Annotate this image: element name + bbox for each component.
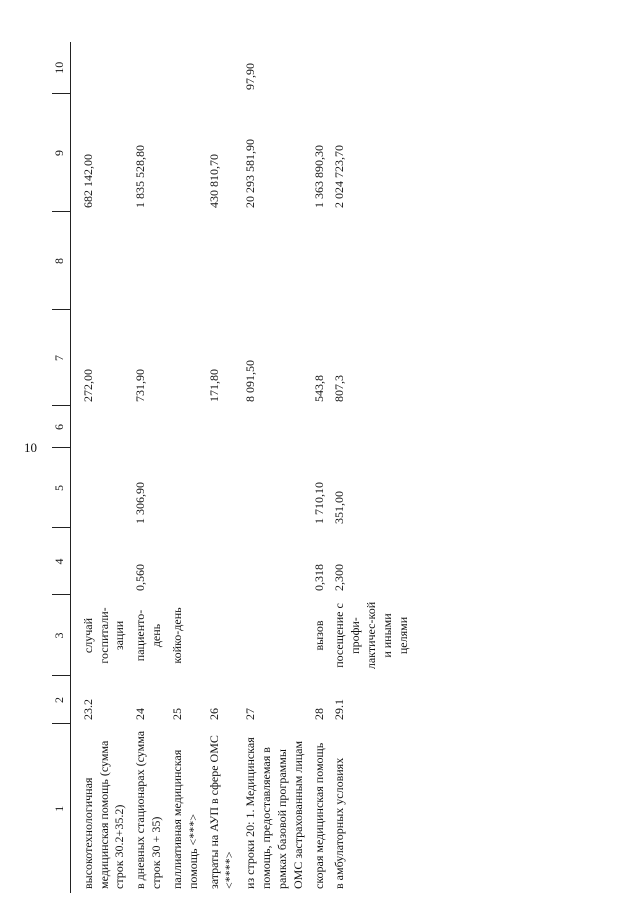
row-col6 [204, 406, 241, 448]
row-unit: посещение с профи-лактичес-кой и иными целями [332, 601, 410, 670]
row-col7: 8 091,50 [243, 360, 258, 402]
column-number: 6 [52, 406, 70, 448]
row-col9: 20 293 581,90 [243, 139, 258, 208]
row-col8 [329, 212, 413, 310]
row-unit: вызов [311, 620, 326, 651]
row-col6 [329, 406, 413, 448]
row-col7: 272,00 [80, 369, 95, 402]
row-name: затраты на АУП в сфере ОМС <****> [206, 735, 237, 889]
row-col7: 807,3 [332, 375, 347, 402]
row-col4: 0,318 [311, 564, 326, 591]
page-number: 10 [24, 440, 37, 455]
row-col10 [309, 42, 330, 94]
row-line-number: 29.1 [332, 699, 347, 720]
row-col9: 1 363 890,30 [311, 145, 326, 208]
row-line-number: 25 [169, 708, 184, 720]
table-row [70, 42, 130, 893]
row-col10 [329, 42, 413, 94]
row-col9: 1 835 528,80 [133, 145, 148, 208]
table-row [240, 42, 308, 893]
column-number-row [52, 42, 70, 893]
row-name: в амбулаторных условиях [332, 757, 347, 889]
row-line-number: 27 [243, 708, 258, 720]
row-col7 [167, 310, 204, 406]
row-name: в дневных стационарах (сумма строк 30 + 35) [133, 730, 164, 889]
column-number: 3 [52, 595, 70, 676]
row-unit [240, 595, 308, 676]
row-col9: 682 142,00 [80, 154, 95, 208]
row-col10 [204, 42, 241, 94]
row-col4: 0,560 [133, 564, 148, 591]
row-col6 [167, 406, 204, 448]
table-row [329, 42, 413, 893]
row-col8 [167, 212, 204, 310]
row-col5 [240, 448, 308, 528]
row-col5: 1 306,90 [133, 482, 148, 524]
column-number: 1 [52, 724, 70, 893]
row-col6 [130, 406, 167, 448]
row-col8 [70, 212, 130, 310]
row-col10 [167, 42, 204, 94]
row-col6 [70, 406, 130, 448]
row-col7: 543,8 [311, 375, 326, 402]
row-col4 [204, 528, 241, 595]
row-col10 [70, 42, 130, 94]
row-col7: 171,80 [206, 369, 221, 402]
row-col10: 97,90 [243, 63, 258, 90]
row-col8 [309, 212, 330, 310]
column-number: 7 [52, 310, 70, 406]
row-line-number: 23.2 [80, 699, 95, 720]
row-line-number: 28 [311, 708, 326, 720]
row-col8 [240, 212, 308, 310]
row-col6 [240, 406, 308, 448]
row-col8 [130, 212, 167, 310]
row-col4 [240, 528, 308, 595]
table-row [167, 42, 204, 893]
row-col5 [70, 448, 130, 528]
column-number: 4 [52, 528, 70, 595]
row-col5: 351,00 [332, 491, 347, 524]
row-line-number: 24 [133, 708, 148, 720]
row-name: скорая медицинская помощь [311, 742, 326, 889]
row-col5 [204, 448, 241, 528]
row-line-number: 26 [206, 708, 221, 720]
row-col9: 2 024 723,70 [332, 145, 347, 208]
row-name: высокотехнологичная медицинская помощь (сумма строк 30.2+35.2) [80, 740, 127, 889]
row-col4 [70, 528, 130, 595]
row-unit: койко-день [169, 607, 184, 664]
column-number: 2 [52, 676, 70, 724]
row-unit: пациенто-день [133, 609, 164, 662]
row-col10 [130, 42, 167, 94]
column-number: 8 [52, 212, 70, 310]
column-number: 5 [52, 448, 70, 528]
table-row [130, 42, 167, 893]
column-number: 9 [52, 94, 70, 212]
row-col5: 1 710,10 [311, 482, 326, 524]
row-col6 [309, 406, 330, 448]
row-unit [204, 595, 241, 676]
row-col9 [167, 94, 204, 212]
row-name: из строки 20: 1. Медицинская помощь, предоставляемая в рамках базовой программы ОМС застрахованным лицам [243, 737, 305, 889]
row-col5 [167, 448, 204, 528]
column-number: 10 [52, 42, 70, 94]
table-row [309, 42, 330, 893]
row-col7: 731,90 [133, 369, 148, 402]
row-col9: 430 810,70 [206, 154, 221, 208]
row-col4 [167, 528, 204, 595]
row-name: паллиативная медицинская помощь <***> [169, 749, 200, 889]
data-table [52, 42, 414, 893]
row-unit: случай госпитали-зации [80, 607, 127, 664]
row-col8 [204, 212, 241, 310]
row-col4: 2,300 [332, 564, 347, 591]
table-row [204, 42, 241, 893]
